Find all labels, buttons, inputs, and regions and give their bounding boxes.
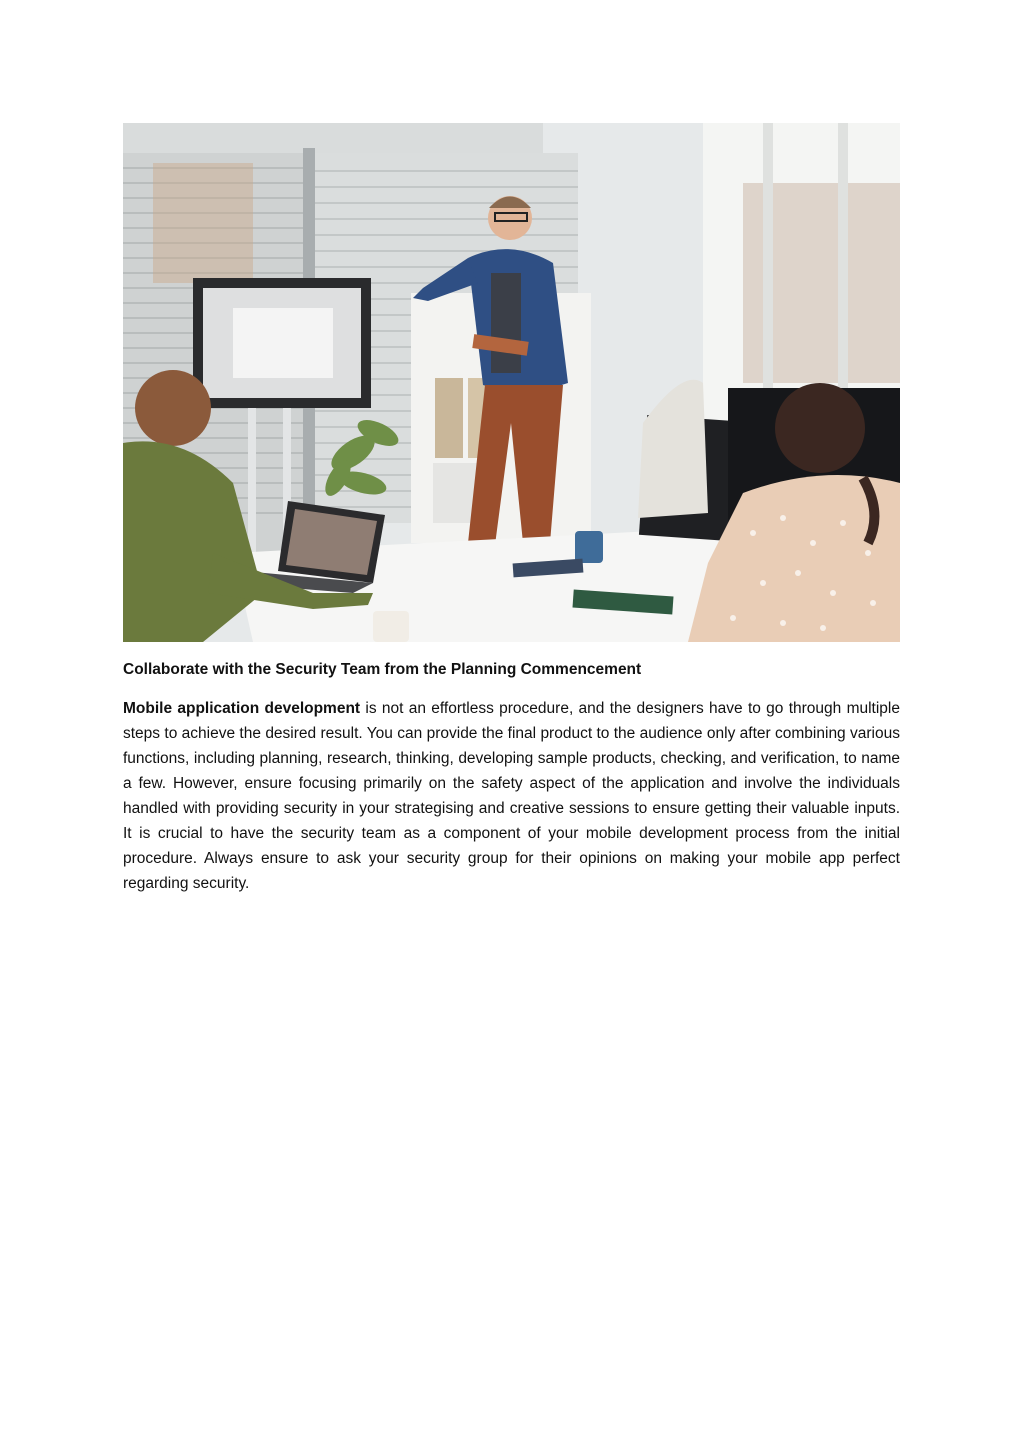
paragraph-lead-bold: Mobile application development <box>123 700 361 717</box>
section-heading: Collaborate with the Security Team from the Planning Commencement <box>123 661 642 678</box>
paragraph-text: is not an effortless procedure, and the designers have to go through multiple steps to achieve the desired result. You can provide the final product to the audience only after combining various functions, including planning, research, thinking, developing sample products, checking, and verification, to name a few. However, ensure focusing primarily on the safety aspect of the application and involve the individuals handled with providing security in your strategising and creative sessions to ensure getting their valuable inputs. It is crucial to have the security team as a component of your mobile development process from the initial procedure. Always ensure to ask your security group for their opinions on making your mobile app perfect regarding security. <box>123 700 900 892</box>
office-meeting-illustration <box>123 123 900 642</box>
office-meeting-photo <box>123 123 900 642</box>
body-paragraph <box>123 696 900 896</box>
